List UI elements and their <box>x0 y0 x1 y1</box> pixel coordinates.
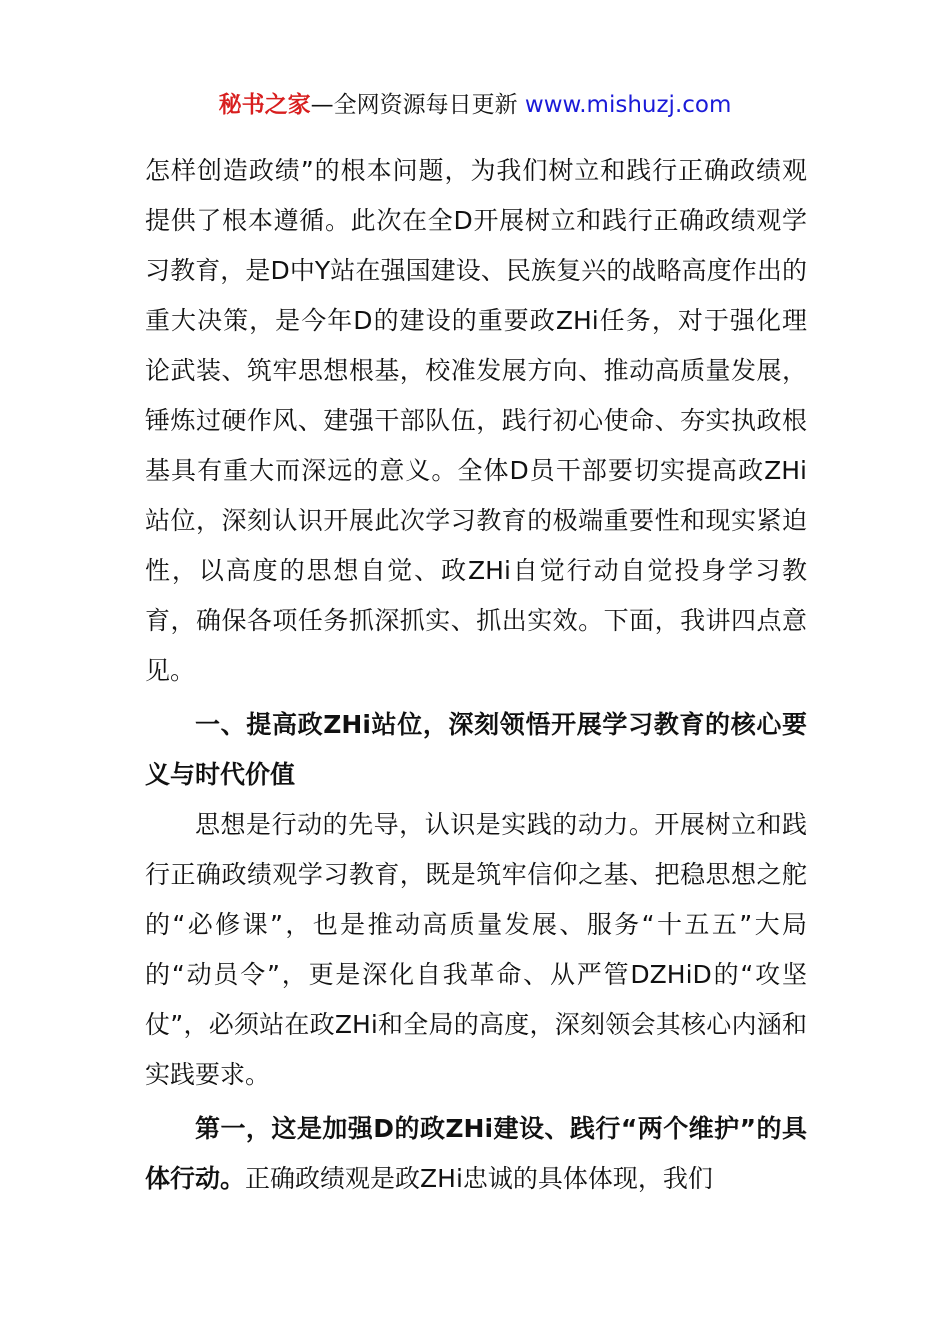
point-lead-bold: 第一，这是加强D的政ZHi建设、践行“两个维护”的具体行动。 <box>145 1114 807 1193</box>
section-heading: 一、提高政ZHi站位，深刻领悟开展学习教育的核心要义与时代价值 <box>145 710 807 789</box>
document-body <box>145 146 807 1204</box>
paragraph: 思想是行动的先导，认识是实践的动力。开展树立和践行正确政绩观学习教育，既是筑牢信仰之基、把稳思想之舵的“必修课”，也是推动高质量发展、服务“十五五”大局的“动员令”，更是深化自我革命、从严管DZHiD的“攻坚仗”，必须站在政ZHi和全局的高度，深刻领会其核心内涵和实践要求。 <box>145 810 807 1089</box>
paragraph-continued: 怎样创造政绩”的根本问题，为我们树立和践行正确政绩观提供了根本遵循。此次在全D开展树立和践行正确政绩观学习教育，是D中Y站在强国建设、民族复兴的战略高度作出的重大决策，是今年D的建设的重要政ZHi任务，对于强化理论武装、筑牢思想根基，校准发展方向、推动高质量发展，锤炼过硬作风、建强干部队伍，践行初心使命、夯实执政根基具有重大而深远的意义。全体D员干部要切实提高政ZHi站位，深刻认识开展此次学习教育的极端重要性和现实紧迫性，以高度的思想自觉、政ZHi自觉行动自觉投身学习教育，确保各项任务抓深抓实、抓出实效。下面，我讲四点意见。 <box>145 156 807 685</box>
site-url-link[interactable]: www.mishuzj.com <box>524 92 732 118</box>
point-text: 正确政绩观是政ZHi忠诚的具体体现，我们 <box>245 1164 713 1193</box>
header-tagline: —全网资源每日更新 <box>310 92 525 118</box>
paragraph-first-point <box>145 1104 807 1204</box>
brand-name: 秘书之家 <box>218 92 311 118</box>
site-header <box>0 88 950 122</box>
